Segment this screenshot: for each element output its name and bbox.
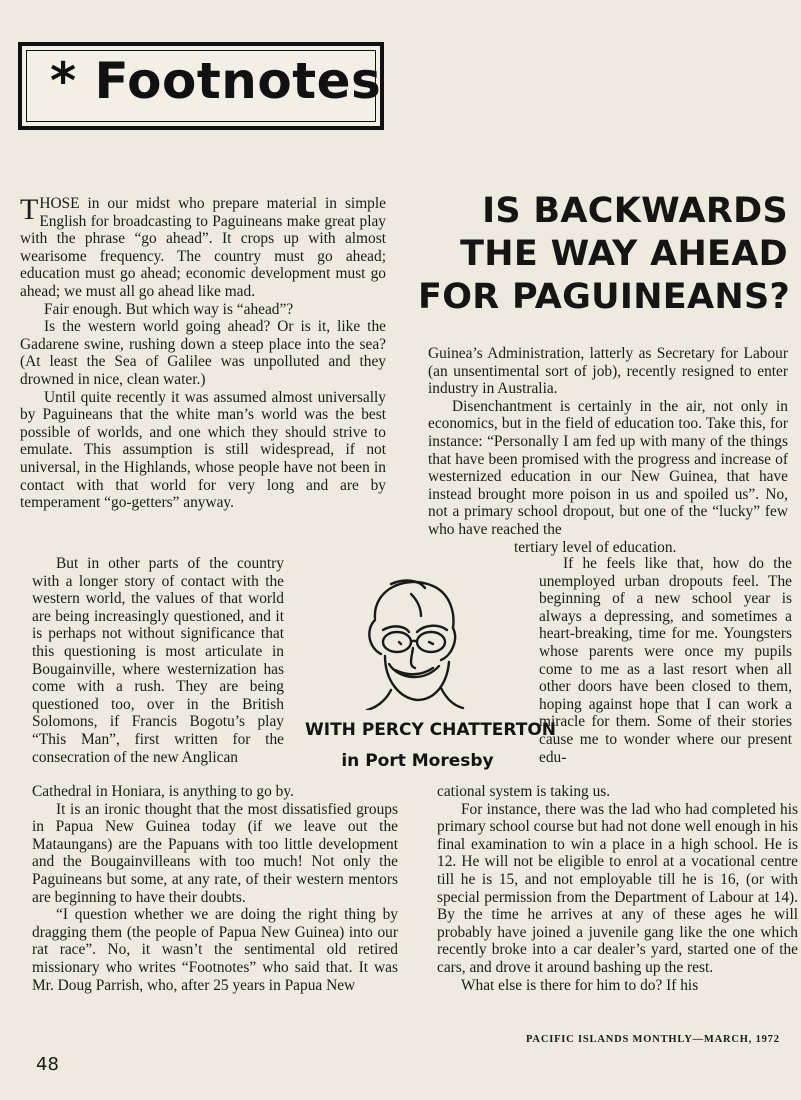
article-headline	[418, 190, 791, 319]
drop-cap: T	[20, 193, 39, 226]
paragraph: Fair enough. But which way is “ahead”?	[44, 300, 294, 318]
paragraph: Until quite recently it was assumed almost universally by Paguineans that the white man’s world was the best possible of worlds, and one which they should strive to emulate. This assumption is still widespread, if not universal, in the Highlands, whose people have not been in contact with that world for very long and are by temperament “go-getters” anyway.	[20, 388, 386, 512]
byline-author: WITH PERCY CHATTERTON	[305, 720, 557, 740]
paragraph: For instance, there was the lad who had completed his primary school course but had not done well enough in his final examination to win a place in a high school. He is 12. He will not be eligible to enrol at a vocational centre till he is 15, and not employable till he is 16, (or with special permission from the Department of Labour at 14). By the time he arrives at any of these ages he will probably have joined a juvenile gang like the one which recently broke into a car dealer’s yard, started one of the cars, and drove it around bashing up the rest.	[437, 800, 798, 976]
paragraph: “I question whether we are doing the right thing by dragging them (the people of Papua New Guinea) into our rat race”. No, it wasn’t the sentimental old retired missionary who writes “Footnotes” who said that. It was Mr. Doug Parrish, who, after 25 years in Papua New	[32, 906, 398, 994]
paragraph: Is the western world going ahead? Or is it, like the Gadarene swine, rushing down a steep place into the sea? (At least the Sea of Galilee was unpolluted and they drowned in nice, clean water.)	[20, 318, 386, 388]
right-column-bottom	[437, 783, 798, 994]
paragraph: What else is there for him to do? If his	[461, 976, 699, 994]
right-column-wrap	[539, 555, 792, 766]
paragraph: It is an ironic thought that the most dissatisfied groups in Papua New Guinea today (if we leave out the Mataungans) are the Papuans with too little development and the Bougainvilleans with too much! Not only the Paguineans but some, at any rate, of their western mentors are beginning to have their doubts.	[32, 800, 398, 906]
paragraph-continued: cational system is taking us.	[437, 783, 611, 800]
paragraph-continued: Cathedral in Honiara, is anything to go by.	[32, 783, 294, 800]
footnotes-header-box	[18, 42, 384, 130]
paragraph-continued: tertiary level of education.	[514, 538, 677, 556]
caricature-illustration	[355, 570, 465, 710]
page-number: 48	[36, 1054, 59, 1075]
left-column-top	[20, 195, 386, 512]
headline-line-3: FOR PAGUINEANS?	[418, 277, 791, 317]
left-column-wrap	[32, 555, 284, 766]
paragraph-opening-text: HOSE in our midst who prepare material in simple English for broadcasting to Paguineans make great play with the phrase “go ahead”. It crops up with almost wearisome frequency. The country must go ahead; education must go ahead; economic development must go ahead; we must all go ahead like mad.	[20, 195, 386, 300]
paragraph: But in other parts of the country with a longer story of contact with the western world, the values of that world are being increasingly questioned, and it is perhaps not without significance that this questioning is most articulate in Bougainville, where westernization has come with a rush. They are being questioned too, over in the British Solomons, if Francis Bogotu’s play “This Man”, first written for the consecration of the new Anglican	[32, 555, 284, 766]
headline-line-1: IS BACKWARDS	[482, 191, 788, 231]
paragraph: If he feels like that, how do the unemployed urban dropouts feel. The beginning of a new school year is always a depressing, and sometimes a heart-breaking, time for me. Youngsters whose parents were once my pupils come to me as a last resort when all other doors have been closed to them, hoping against hope that I can work a miracle for them. Some of their stories cause me to wonder where our present edu-	[539, 555, 792, 766]
right-column-top	[428, 345, 788, 556]
paragraph-continued: Guinea’s Administration, latterly as Secretary for Labour (an unsentimental sort of job), recently resigned to enter industry in Australia.	[428, 345, 788, 398]
publication-credit: PACIFIC ISLANDS MONTHLY—MARCH, 1972	[526, 1034, 780, 1045]
left-column-bottom	[32, 783, 398, 994]
paragraph: Disenchantment is certainly in the air, not only in economics, but in the field of education too. Take this, for instance: “Personally I am fed up with many of the things that have been promised with the progress and increase of westernized education in our New Guinea, that have instead brought more poison in us and spoiled us”. No, not a primary school dropout, but one of the “lucky” few who have reached the	[428, 397, 788, 538]
paragraph-opening	[20, 195, 386, 301]
byline-place: in Port Moresby	[341, 751, 494, 771]
column-title: * Footnotes	[50, 52, 382, 110]
headline-line-2: THE WAY AHEAD	[460, 234, 788, 274]
